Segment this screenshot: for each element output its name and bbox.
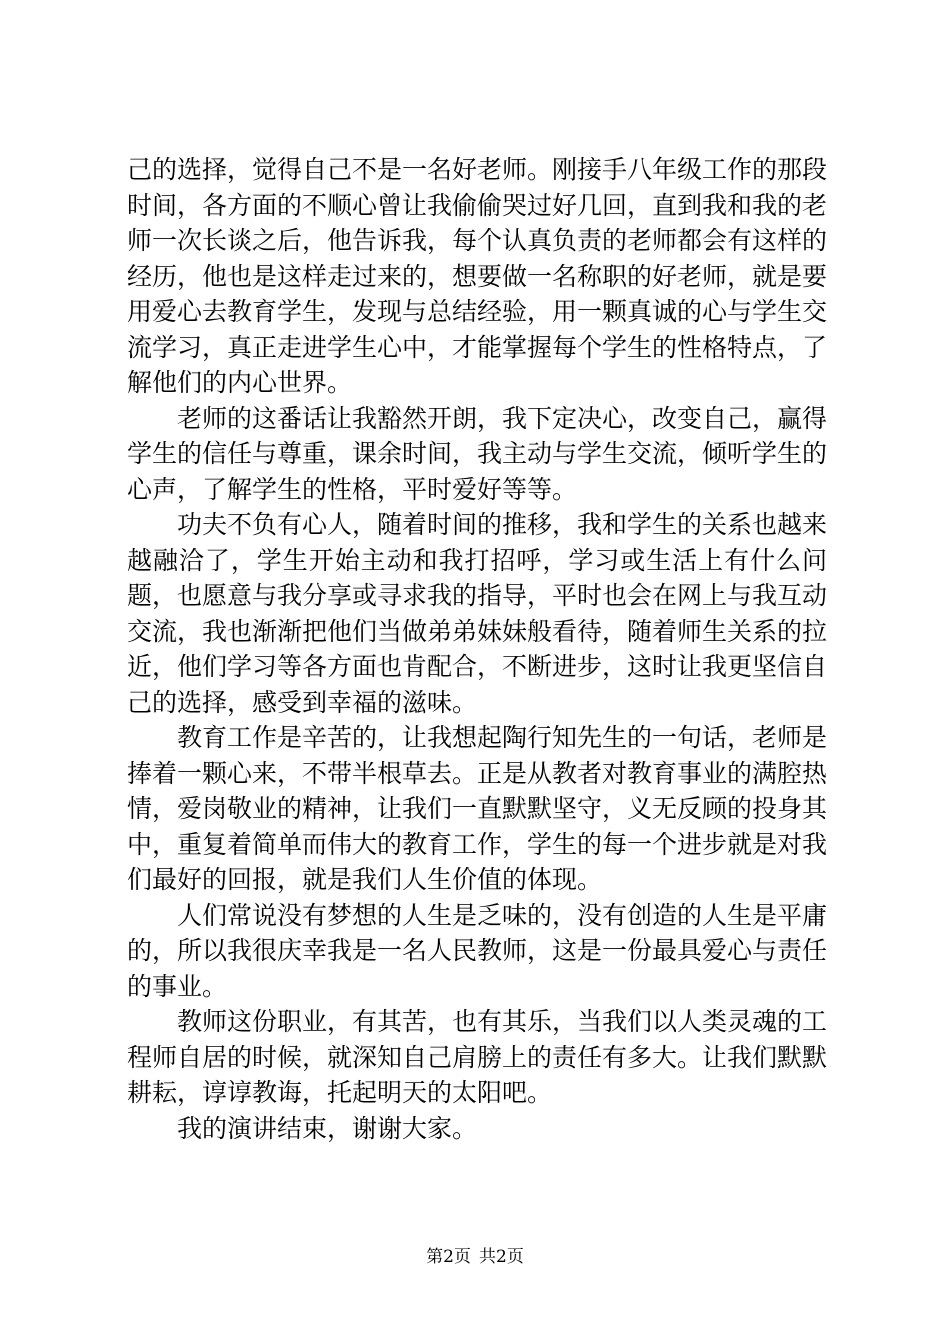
- page-total: 共2页: [479, 1247, 524, 1267]
- paragraph: 人们常说没有梦想的人生是乏味的，没有创造的人生是平庸的，所以我很庆幸我是一名人民教师，这是一份最具爱心与责任的事业。: [127, 900, 828, 1001]
- page-footer: [0, 1242, 950, 1267]
- paragraph-continued: 己的选择，觉得自己不是一名好老师。刚接手八年级工作的那段时间，各方面的不顺心曾让我偷偷哭过好几回，直到我和我的老师一次长谈之后，他告诉我，每个认真负责的老师都会有这样的经历，他也是这样走过来的，想要做一名称职的好老师，就是要用爱心去教育学生，发现与总结经验，用一颗真诚的心与学生交流学习，真正走进学生心中，才能掌握每个学生的性格特点，了解他们的内心世界。: [127, 155, 828, 397]
- page-number: 第2页: [426, 1247, 471, 1267]
- paragraph-closing: 我的演讲结束，谢谢大家。: [177, 1113, 478, 1143]
- paragraph: 教育工作是辛苦的，让我想起陶行知先生的一句话，老师是捧着一颗心来，不带半根草去。正是从教者对教育事业的满腔热情，爱岗敬业的精神，让我们一直默默坚守，义无反顾的投身其中，重复着简单而伟大的教育工作，学生的每一个进步就是对我们最好的回报，就是我们人生价值的体现。: [127, 723, 828, 894]
- paragraph: 老师的这番话让我豁然开朗，我下定决心，改变自己，赢得学生的信任与尊重，课余时间，我主动与学生交流，倾听学生的心声，了解学生的性格，平时爱好等等。: [127, 403, 828, 504]
- paragraph: 教师这份职业，有其苦，也有其乐，当我们以人类灵魂的工程师自居的时候，就深知自己肩膀上的责任有多大。让我们默默耕耘，谆谆教诲，托起明天的太阳吧。: [127, 1007, 828, 1107]
- paragraph: 功夫不负有心人，随着时间的推移，我和学生的关系也越来越融洽了，学生开始主动和我打招呼，学习或生活上有什么问题，也愿意与我分享或寻求我的指导，平时也会在网上与我互动交流，我也渐渐把他们当做弟弟妹妹般看待，随着师生关系的拉近，他们学习等各方面也肯配合，不断进步，这时让我更坚信自己的选择，感受到幸福的滋味。: [127, 510, 828, 717]
- document-body: [127, 152, 827, 1146]
